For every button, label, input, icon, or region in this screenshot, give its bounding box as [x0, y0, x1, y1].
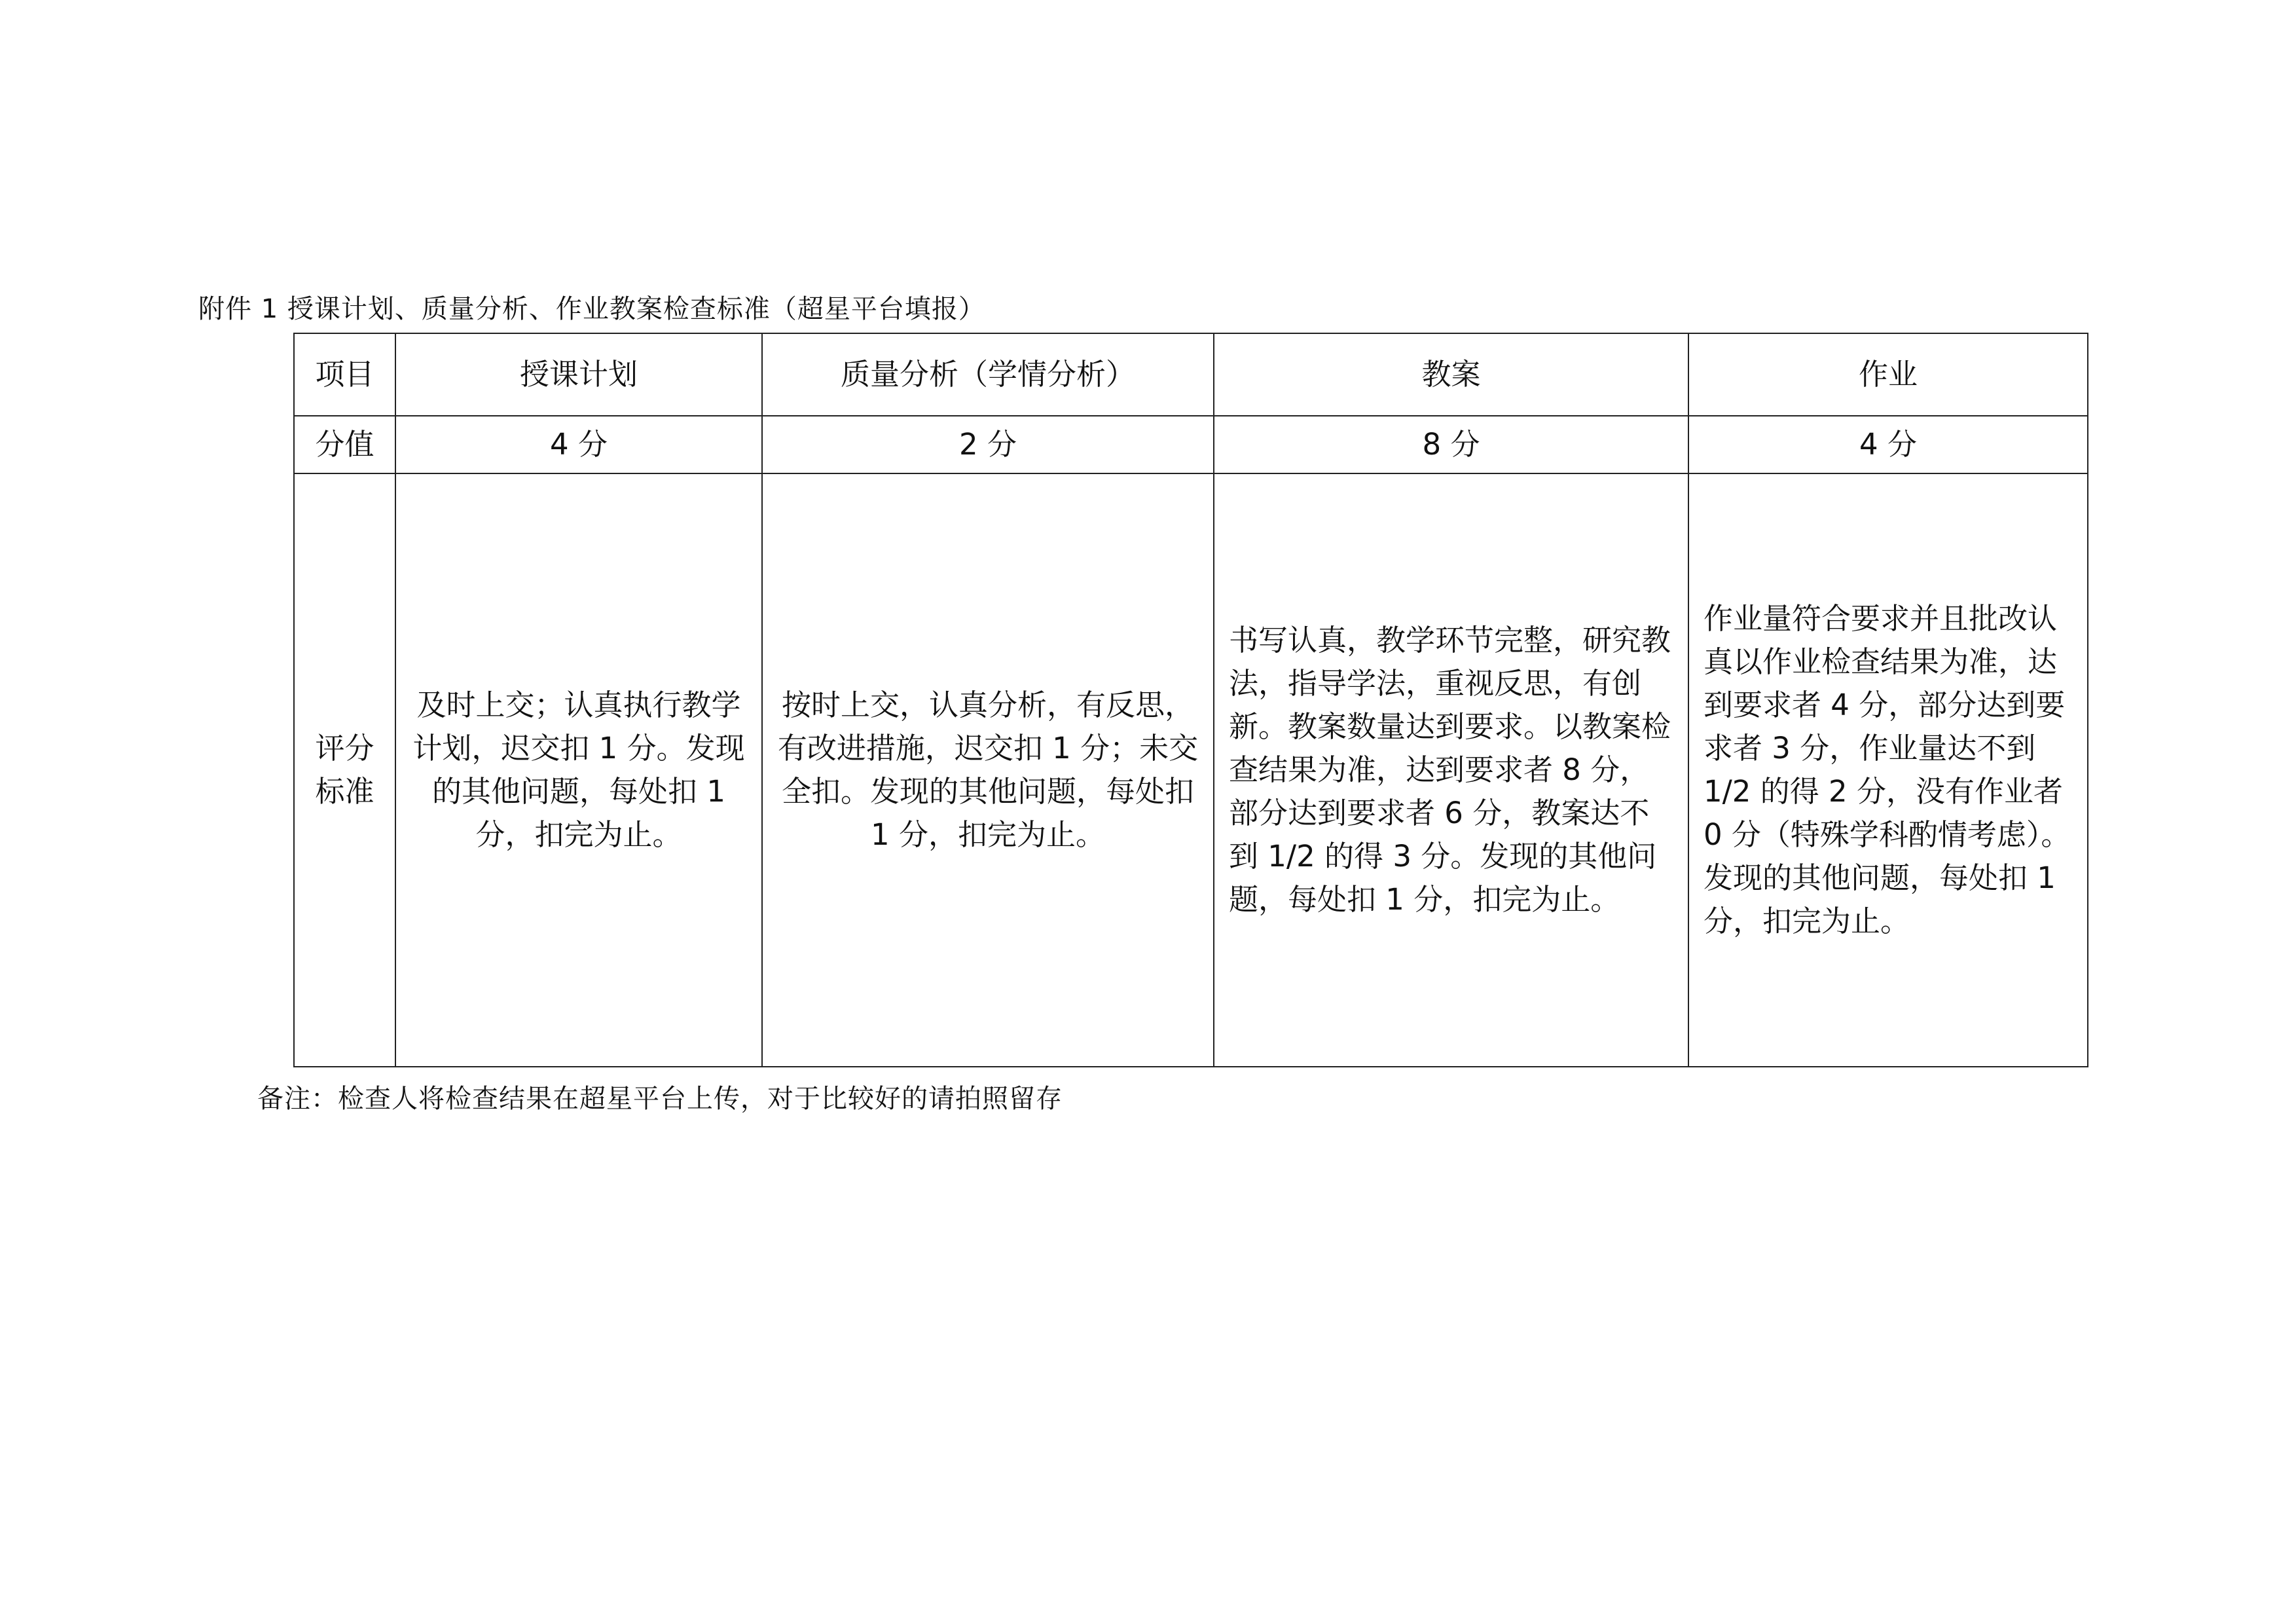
header-teaching-plan: 授课计划 — [395, 333, 762, 416]
inspection-standard-table — [293, 333, 2088, 1067]
score-label: 分值 — [294, 416, 395, 473]
criteria-row — [294, 473, 2088, 1067]
document-title: 附件 1 授课计划、质量分析、作业教案检查标准（超星平台填报） — [198, 294, 985, 324]
header-homework: 作业 — [1688, 333, 2088, 416]
criteria-lesson-plan: 书写认真，教学环节完整，研究教法，指导学法，重视反思，有创新。教案数量达到要求。以教案检查结果为准，达到要求者 8 分，部分达到要求者 6 分，教案达不到 1/2 的得 3 分。发现的其他问题，每处扣 1 分，扣完为止。 — [1214, 473, 1688, 1067]
header-quality-analysis: 质量分析（学情分析） — [762, 333, 1214, 416]
score-homework: 4 分 — [1688, 416, 2088, 473]
footnote-remark: 备注：检查人将检查结果在超星平台上传，对于比较好的请拍照留存 — [257, 1084, 1063, 1114]
score-lesson-plan: 8 分 — [1214, 416, 1688, 473]
header-lesson-plan: 教案 — [1214, 333, 1688, 416]
header-item: 项目 — [294, 333, 395, 416]
criteria-label-text: 评分标准 — [315, 731, 374, 809]
score-teaching-plan: 4 分 — [395, 416, 762, 473]
score-quality-analysis: 2 分 — [762, 416, 1214, 473]
criteria-teaching-plan: 及时上交；认真执行教学计划，迟交扣 1 分。发现的其他问题，每处扣 1 分，扣完为止。 — [395, 473, 762, 1067]
criteria-quality-analysis: 按时上交，认真分析，有反思，有改进措施，迟交扣 1 分；未交全扣。发现的其他问题，每处扣 1 分，扣完为止。 — [762, 473, 1214, 1067]
criteria-label — [294, 473, 395, 1067]
score-row — [294, 416, 2088, 473]
criteria-homework: 作业量符合要求并且批改认真以作业检查结果为准，达到要求者 4 分，部分达到要求者 3 分，作业量达不到 1/2 的得 2 分，没有作业者 0 分（特殊学科酌情考虑）。发现的其他问题，每处扣 1 分，扣完为止。 — [1688, 473, 2088, 1067]
table-header-row — [294, 333, 2088, 416]
